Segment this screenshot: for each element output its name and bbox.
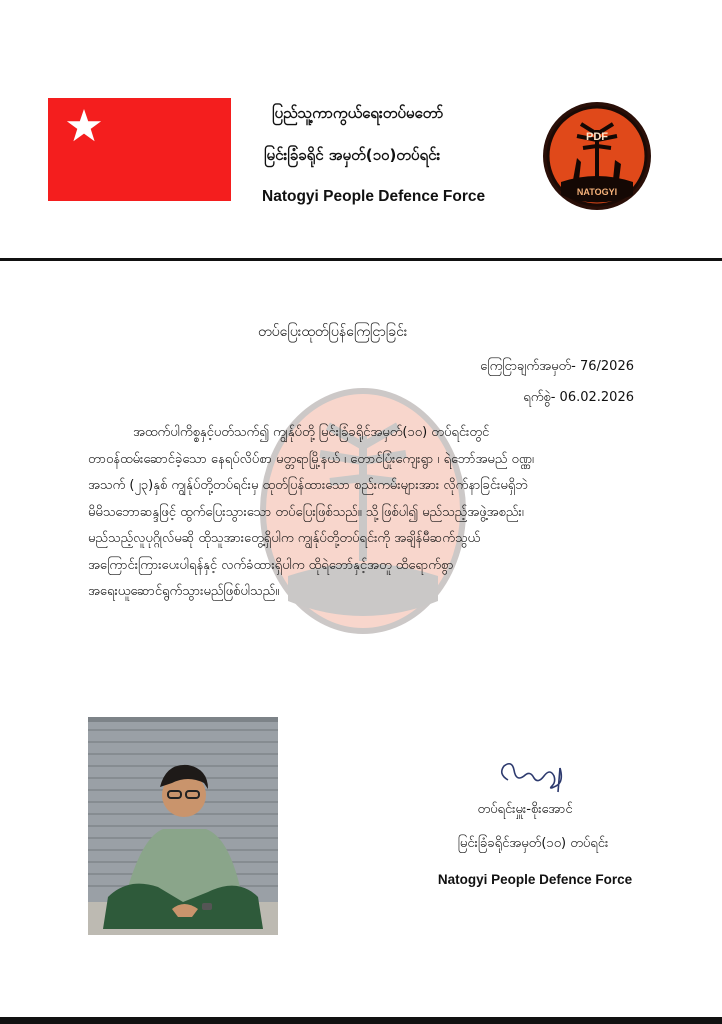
bottom-border bbox=[0, 1017, 722, 1024]
emblem-text-top: PDF bbox=[586, 131, 608, 143]
document-date: ရက်စွဲ- 06.02.2026 bbox=[523, 390, 634, 405]
body-line: တာဝန်ထမ်းဆောင်ခဲ့သော နေရပ်လိပ်စာ မတ္တရာမြို့နယ် ၊ တောင်ပြုံးကျေးရွာ ၊ ရဲဘော်အမည် ဝဏ္ဏ၊ bbox=[88, 451, 534, 467]
signatory-org-english: Natogyi People Defence Force bbox=[437, 872, 633, 887]
org-name-myanmar: ပြည်သူ့ကာကွယ်ရေးတပ်မတော် bbox=[272, 104, 444, 122]
body-line: မည်သည့်လူပုဂ္ဂိုလ်မဆို ထိုသူအားတွေ့ရှိပါက ကျွန်ုပ်တို့တပ်ရင်းကို အချိန်မီဆက်သွယ် bbox=[88, 531, 481, 546]
star-icon bbox=[64, 106, 104, 146]
body-line: အရေးယူဆောင်ရွက်သွားမည်ဖြစ်ပါသည်။ bbox=[88, 584, 280, 599]
pdf-emblem-logo bbox=[541, 100, 653, 216]
body-line: အကြောင်းကြားပေးပါရန်နှင့် လက်ခံထားရှိပါက ထိုရဲဘော်နှင့်အတူ ထိရောက်စွာ bbox=[88, 557, 454, 573]
org-name-english: Natogyi People Defence Force bbox=[262, 188, 486, 205]
header-block bbox=[252, 103, 492, 207]
body-line: အသက် (၂၃)နှစ် ကျွန်ုပ်တို့တပ်ရင်းမှ ထုတ်ပြန်ထားသော စည်းကမ်းများအား လိုက်နာခြင်းမရှိဘဲ bbox=[88, 478, 528, 493]
body-line: အထက်ပါကိစ္စနှင့်ပတ်သက်၍ ကျွန်ုပ်တို့ မြင်းခြံခရိုင်အမှတ်(၁၀) တပ်ရင်းတွင် bbox=[133, 425, 490, 440]
signatory-name: တပ်ရင်းမှူး-စိုးအောင် bbox=[477, 802, 573, 817]
body-line: မိမိသဘောဆန္ဒဖြင့် ထွက်ပြေးသွားသော တပ်ပြေးဖြစ်သည်။ သို့ဖြစ်ပါ၍ မည်သည့်အဖွဲ့အစည်း၊ bbox=[88, 504, 524, 520]
emblem-text-bottom: NATOGYI bbox=[576, 187, 618, 197]
signature bbox=[494, 756, 574, 800]
document-body bbox=[88, 420, 634, 606]
flag bbox=[48, 98, 231, 201]
unit-name-myanmar: မြင်းခြံခရိုင် အမှတ်(၁၀)တပ်ရင်း bbox=[264, 146, 441, 164]
document-title: တပ်ပြေးထုတ်ပြန်ကြေငြာခြင်း bbox=[258, 324, 408, 340]
announcement-number: ကြေငြာချက်အမှတ်- 76/2026 bbox=[480, 359, 634, 374]
header-divider bbox=[0, 258, 722, 261]
signatory-block bbox=[430, 800, 650, 890]
signatory-unit: မြင်းခြံခရိုင်အမှတ်(၁၀) တပ်ရင်း bbox=[457, 836, 609, 851]
deserter-photo bbox=[88, 717, 278, 935]
